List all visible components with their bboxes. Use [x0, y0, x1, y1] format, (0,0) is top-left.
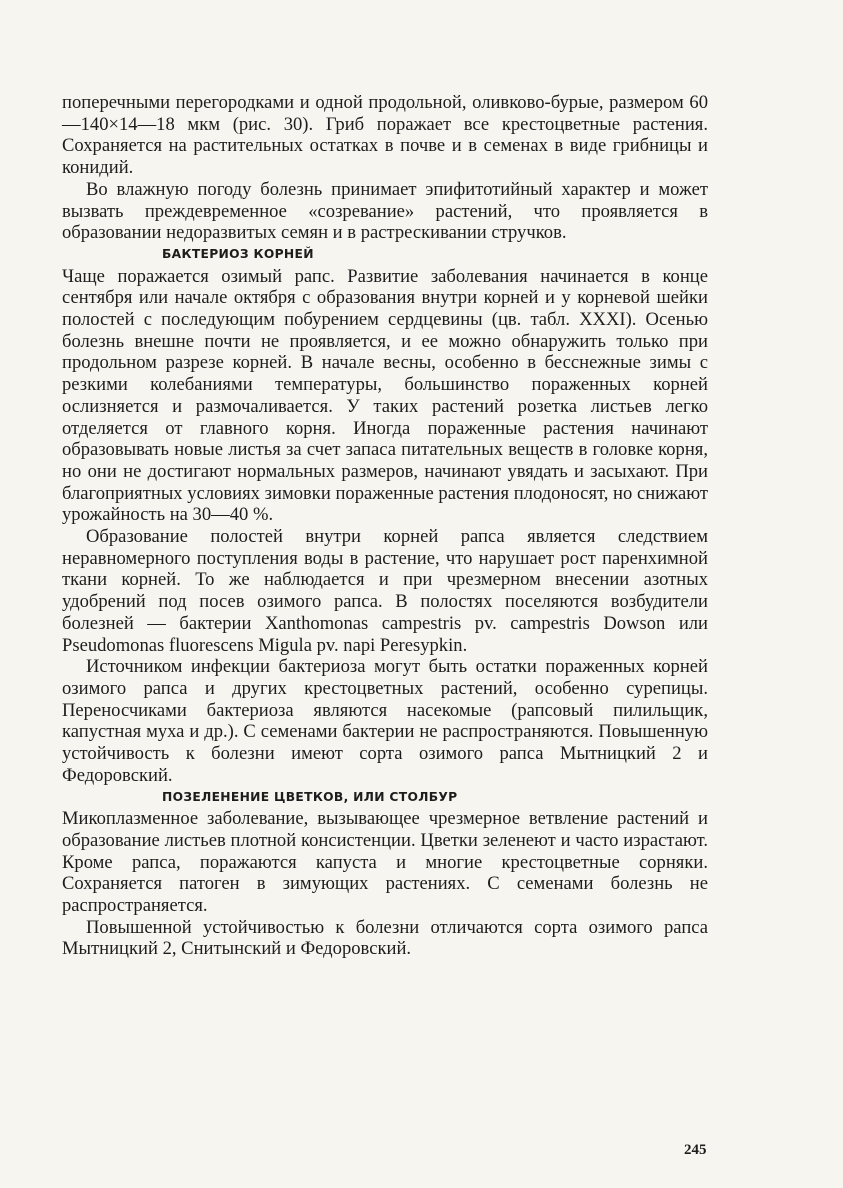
- paragraph-6: Микоплазменное заболевание, вызывающее чрезмерное ветвление растений и образование листьев плотной консистенции. Цветки зеленеют и часто израстают. Кроме рапса, поражаются капуста и многие крестоцветные сорняки. Сохраняется патоген в зимующих растениях. С семенами болезнь не распространяется.: [62, 808, 708, 917]
- paragraph-4: Образование полостей внутри корней рапса является следствием неравномерного поступления воды в растение, что нарушает рост паренхимной ткани корней. То же наблюдается и при чрезмерном внесении азотных удобрений под посев озимого рапса. В полостях поселяются возбудители болезней — бактерии Xanthomonas campestris pv. campestris Dowson или Pseudomonas fluorescens Migula pv. napi Peresypkin.: [62, 526, 708, 656]
- paragraph-2: Во влажную погоду болезнь принимает эпифитотийный характер и может вызвать преждевременное «созревание» растений, что проявляется в образовании недоразвитых семян и в растрескивании стручков.: [62, 178, 708, 244]
- section-heading-root-bacteriosis: БАКТЕРИОЗ КОРНЕЙ: [162, 246, 314, 261]
- paragraph-5: Источником инфекции бактериоза могут быть остатки пораженных корней озимого рапса и других крестоцветных растений, особенно сурепицы. Переносчиками бактериоза являются насекомые (рапсовый пилильщик, капустная муха и др.). С семенами бактерии не распространяются. Повышенную устойчивость к болезни имеют сорта озимого рапса Мытницкий 2 и Федоровский.: [62, 656, 708, 786]
- section-heading-stolbur: ПОЗЕЛЕНЕНИЕ ЦВЕТКОВ, ИЛИ СТОЛБУР: [162, 789, 458, 804]
- paragraph-1: поперечными перегородками и одной продольной, оливково-бурые, размером 60—140×14—18 мкм (рис. 30). Гриб поражает все крестоцветные растения. Сохраняется на растительных остатках в почве и в семенах в виде грибницы и конидий.: [62, 92, 708, 179]
- page-body: [62, 92, 708, 960]
- paragraph-3: Чаще поражается озимый рапс. Развитие заболевания начинается в конце сентября или начале октября с образования внутри корней и у корневой шейки полостей с последующим побурением сердцевины (цв. табл. XXXI). Осенью болезнь внешне почти не проявляется, и ее можно обнаружить только при продольном разрезе корней. В начале весны, особенно в бесснежные зимы с резкими колебаниями температуры, большинство пораженных корней ослизняется и размочаливается. У таких растений розетка листьев легко отделяется от главного корня. Иногда пораженные растения начинают образовывать новые листья за счет запаса питательных веществ в головке корня, но они не достигают нормальных размеров, начинают увядать и засыхают. При благоприятных условиях зимовки пораженные растения плодоносят, но снижают урожайность на 30—40 %.: [62, 265, 708, 526]
- paragraph-7: Повышенной устойчивостью к болезни отличаются сорта озимого рапса Мытницкий 2, Снитынский и Федоровский.: [62, 916, 708, 960]
- page-number: 245: [684, 1142, 707, 1158]
